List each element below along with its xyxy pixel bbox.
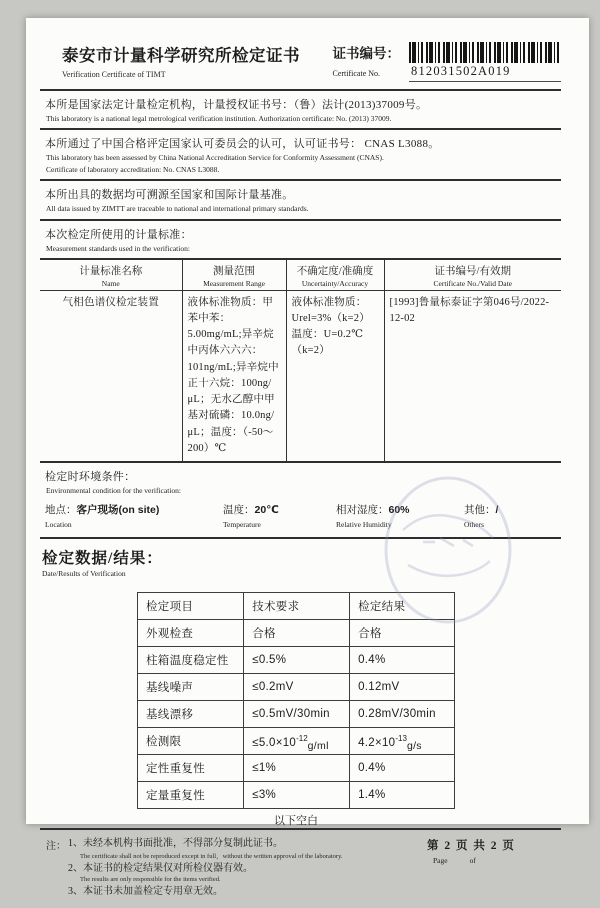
certificate-number-label-en: Certificate No. [332, 69, 381, 78]
note-zh: 3、本证书未加盖检定专用章无效。 [68, 886, 223, 898]
result-item: 柱箱温度稳定性 [138, 647, 244, 674]
result-item: 基线漂移 [138, 701, 244, 728]
statement-accreditation [40, 130, 561, 179]
table-row [138, 701, 455, 728]
environment-section [40, 463, 561, 537]
table-row [138, 782, 455, 809]
page-indicator [427, 837, 557, 898]
field-value: 客户现场(on site) [76, 504, 160, 517]
field-label: 温度： [223, 505, 255, 517]
field-label-en: Others [464, 520, 484, 530]
standard-name: 气相色谱仪检定装置 [62, 296, 159, 308]
header [40, 42, 561, 82]
statement-en: Certificate of laboratory accreditation: No. CNAS L3088. [46, 165, 220, 175]
standards-header-uncertainty [286, 259, 384, 291]
environment-title: 检定时环境条件： [45, 471, 136, 484]
environment-temperature [223, 502, 336, 529]
statement-en: This laboratory is a national legal metrological verification institution. Authorization certificate: No. (2013) 37009. [46, 114, 392, 123]
result-value: 0.4% [350, 755, 455, 782]
standard-uncertainty: 液体标准物质：Urel=3%（k=2） 温度：U=0.2℃（k=2） [291, 296, 370, 357]
title-block [62, 42, 300, 82]
certificate-number-labels [333, 42, 401, 78]
header-zh: 测量范围 [213, 265, 255, 277]
statement-zh: 本所是国家法定计量检定机构，计量授权证书号：（鲁）法计(2013)37009号。 [45, 99, 428, 111]
result-requirement: ≤0.5mV/30min [244, 701, 350, 728]
result-requirement: ≤1% [244, 755, 350, 782]
notes-prefix: 注： [46, 841, 66, 853]
value-unit: g/ml [307, 739, 329, 752]
header-en: Name [101, 278, 120, 288]
environment-title-en: Environmental condition for the verification: [46, 486, 181, 496]
statement-standards-used [40, 221, 561, 258]
results-table [137, 592, 455, 809]
environment-location [45, 502, 223, 529]
field-label: 相对湿度： [336, 505, 389, 517]
barcode [409, 42, 561, 63]
statement-en: All data issued by ZIMTT are traceable to national and international primary standards. [46, 204, 309, 214]
blank-below-note: 以下空白 [274, 815, 318, 828]
statement-en: Measurement standards used in the verification: [46, 243, 190, 253]
standards-header-row [40, 259, 561, 291]
value-exponent: -12 [296, 733, 308, 743]
results-header-requirement: 技术要求 [244, 593, 350, 620]
result-requirement: ≤0.2mV [244, 674, 350, 701]
table-row [138, 728, 455, 755]
page-label: Page [433, 856, 448, 866]
value-exponent: -13 [395, 733, 407, 743]
standard-uncertainty-cell [286, 290, 384, 462]
table-row [138, 674, 455, 701]
result-value: 合格 [350, 620, 455, 647]
note-en: The certificate shall not be reproduced except in full，without the written approval of the laboratory. [80, 853, 343, 861]
environment-fields [45, 502, 561, 531]
page-title: 泰安市计量科学研究所检定证书 [62, 46, 300, 65]
result-requirement: 合格 [244, 620, 350, 647]
result-item: 检测限 [138, 728, 244, 755]
field-value: 60% [388, 504, 410, 517]
header-en: Uncertainty/Accuracy [301, 278, 369, 288]
environment-humidity [336, 502, 464, 529]
standard-range-cell [182, 290, 286, 462]
certificate-number-block [333, 42, 562, 82]
result-value: 1.4% [350, 782, 455, 809]
result-requirement: ≤3% [244, 782, 350, 809]
result-item: 外观检查 [138, 620, 244, 647]
field-label: 其他： [464, 505, 496, 517]
header-zh: 不确定度/准确度 [296, 265, 374, 277]
field-label-en: Location [45, 520, 72, 530]
field-label-en: Temperature [223, 520, 261, 530]
results-heading-en: Date/Results of Verification [42, 569, 126, 579]
standards-header-certificate [384, 259, 561, 291]
results-header-result: 检定结果 [350, 593, 455, 620]
note-en: The results are only responsible for the items verified. [80, 876, 221, 884]
results-header-item: 检定项目 [138, 593, 244, 620]
standards-header-name [40, 259, 182, 291]
statement-zh: 本次检定所使用的计量标准： [45, 228, 192, 241]
value-base: 4.2×10 [358, 736, 396, 749]
results-heading [40, 539, 561, 578]
page-of-label: of [469, 856, 476, 866]
standard-certificate: [1993]鲁量标泰证字第046号/2022-12-02 [389, 296, 550, 324]
table-row [138, 755, 455, 782]
statement-zh: 本所出具的数据均可溯源至国家和国际计量基准。 [45, 189, 294, 202]
result-item: 定量重复性 [138, 782, 244, 809]
standards-table [40, 258, 561, 464]
results-header-row [138, 593, 455, 620]
header-en: Certificate No./Valid Date [433, 278, 512, 288]
result-value: 0.4% [350, 647, 455, 674]
statement-zh: 本所通过了中国合格评定国家认可委员会的认可，认可证书号： CNAS L3088。 [45, 138, 440, 151]
table-row [138, 620, 455, 647]
value-base: ≤5.0×10 [252, 736, 297, 749]
notes-list [46, 837, 343, 898]
standard-certificate-cell [384, 290, 561, 462]
field-value: / [495, 504, 499, 517]
standards-header-range [182, 259, 286, 291]
certificate-page [26, 18, 589, 898]
statement-authorization [40, 91, 561, 128]
field-value: 20℃ [254, 504, 279, 517]
footer-notes [40, 828, 561, 908]
field-label: 地点： [45, 505, 77, 517]
result-value: 0.28mV/30min [350, 701, 455, 728]
statement-en: This laboratory has been assessed by China National Accreditation Service for Conformity Assessment (CNAS). [46, 153, 384, 163]
result-item: 基线噪声 [138, 674, 244, 701]
certificate-number: 812031502A019 [409, 63, 561, 82]
header-zh: 计量标准名称 [79, 265, 143, 277]
note-zh: 2、本证书的检定结果仅对所检仪器有效。 [68, 863, 253, 875]
header-zh: 证书编号/有效期 [434, 265, 511, 277]
result-value [350, 728, 455, 755]
result-requirement: ≤0.5% [244, 647, 350, 674]
certificate-code [409, 42, 561, 82]
results-heading-zh: 检定数据/结果： [42, 550, 163, 568]
standards-data-row [40, 290, 561, 462]
table-row [138, 647, 455, 674]
result-value: 0.12mV [350, 674, 455, 701]
value-unit: g/s [406, 739, 422, 752]
certificate-number-label: 证书编号： [332, 46, 400, 61]
result-requirement [244, 728, 350, 755]
page-title-en: Verification Certificate of TIMT [62, 70, 166, 79]
standard-range: 液体标准物质：甲苯中苯：5.00mg/mL;异辛烷中丙体六六六：101ng/mL;异辛烷中正十六烷：100ng/μL；无水乙醇中甲基对硫磷：10.0ng/μL；温度：（-50～200）℃ [187, 296, 279, 455]
header-en: Measurement Range [203, 278, 265, 288]
environment-others [464, 502, 561, 529]
page-number-zh: 第 2 页 共 2 页 [427, 840, 516, 853]
field-label-en: Relative Humidity [336, 520, 392, 530]
result-item: 定性重复性 [138, 755, 244, 782]
standard-name-cell [40, 290, 182, 462]
statement-traceability [40, 181, 561, 218]
note-zh: 1、未经本机构书面批准，不得部分复制此证书。 [68, 838, 283, 850]
